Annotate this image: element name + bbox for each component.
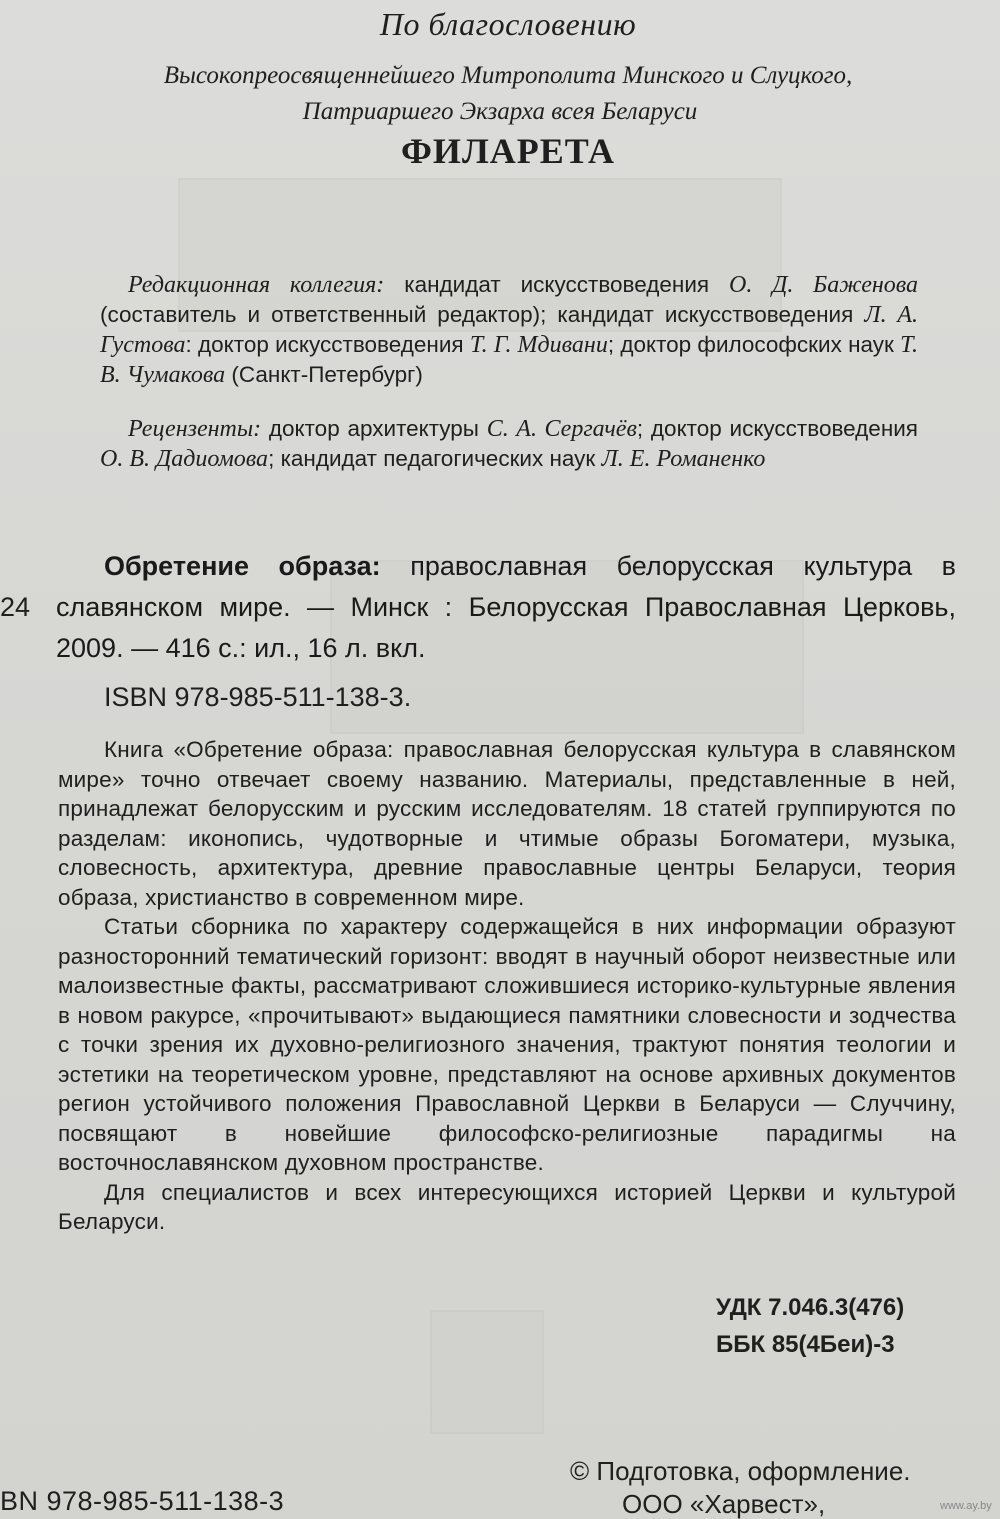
editorial-text: кандидат искусствоведения	[384, 272, 730, 297]
reviewers	[100, 414, 918, 474]
bibliographic-entry	[56, 546, 956, 669]
editor-name: Т. В. Чумакова	[100, 332, 918, 388]
site-watermark: www.ay.by	[940, 1500, 992, 1512]
book-title: Обретение образа:	[104, 551, 381, 581]
metropolitan-name: ФИЛАРЕТА	[401, 131, 615, 171]
show-through-emblem	[430, 1310, 544, 1434]
reviewer-name: О. В. Дадиомова	[100, 446, 269, 472]
editorial-text: ; доктор философских наук	[607, 332, 901, 357]
isbn-bottom: BN 978-985-511-138-3	[0, 1486, 285, 1516]
margin-number: 24	[0, 592, 31, 622]
reviewer-name: С. А. Сергачёв	[486, 416, 637, 442]
blessing-title: Высокопреосвященнейшего Митрополита Минского и Слуцкого,	[163, 62, 853, 89]
isbn: ISBN 978-985-511-138-3.	[104, 682, 412, 712]
udk-code: УДК 7.046.3(476)	[716, 1294, 905, 1321]
editorial-board	[100, 270, 918, 390]
reviewers-text: доктор архитектуры	[261, 416, 487, 441]
editorial-text: (составитель и ответственный редактор); кандидат искусствоведения	[100, 302, 865, 327]
editor-name: Л. А. Густова	[100, 302, 918, 358]
annotation-paragraph: Для специалистов и всех интересующихся историей Церкви и культурой Беларуси.	[58, 1179, 956, 1234]
reviewers-text: ; кандидат педагогических наук	[268, 446, 602, 471]
editorial-text: (Санкт-Петербург)	[225, 362, 423, 387]
editor-name: Т. Г. Мдивани	[469, 332, 608, 358]
annotation	[58, 735, 956, 1237]
editorial-label: Редакционная коллегия:	[128, 272, 385, 298]
annotation-paragraph: Книга «Обретение образа: православная белорусская культура в славянском мире» точно отвечает своему названию. Материалы, представленные в ней, принадлежат белорусским и русским исследователям. 18 статей группируются по разделам: иконопись, чудотворные и чтимые образы Богоматери, музыка, словесность, архитектура, древние православные центры Беларуси, теория образа, христианство в современном мире.	[58, 737, 956, 910]
reviewers-text: ; доктор искусствоведения	[636, 416, 918, 441]
bbk-code: ББК 85(4Беи)-3	[716, 1331, 895, 1358]
annotation-paragraph: Статьи сборника по характеру содержащейся в них информации образуют разносторонний тематический горизонт: вводят в научный оборот неизвестные или малоизвестные факты, рассматривают сложившиеся историко-культурные явления в новом ракурсе, «прочитывают» выдающиеся памятники словесности и зодчества с точки зрения их духовно-религиозного значения, трактуют понятия теологии и эстетики на теоретическом уровне, представляют на основе архивных документов регион устойчивого положения Православной Церкви в Беларуси — Случчину, посвящают в новейшие философско-религиозные парадигмы на восточнославянском духовном пространстве.	[58, 914, 956, 1175]
editor-name: О. Д. Баженова	[729, 272, 919, 298]
reviewer-name: Л. Е. Романенко	[601, 446, 766, 472]
copyright-publisher: ООО «Харвест»,	[622, 1489, 826, 1519]
blessing-heading: По благословению	[379, 6, 637, 42]
editorial-text: : доктор искусствоведения	[185, 332, 470, 357]
reviewers-label: Рецензенты:	[128, 416, 262, 442]
bibliographic-details: православная белорусская культура в славянском мире. — Минск : Белорусская Православная Церковь, 2009. — 416 с.: ил., 16 л. вкл.	[56, 551, 957, 663]
blessing-subtitle: Патриаршего Экзарха всея Беларуси	[302, 98, 698, 125]
copyright-line: © Подготовка, оформление.	[570, 1456, 911, 1486]
